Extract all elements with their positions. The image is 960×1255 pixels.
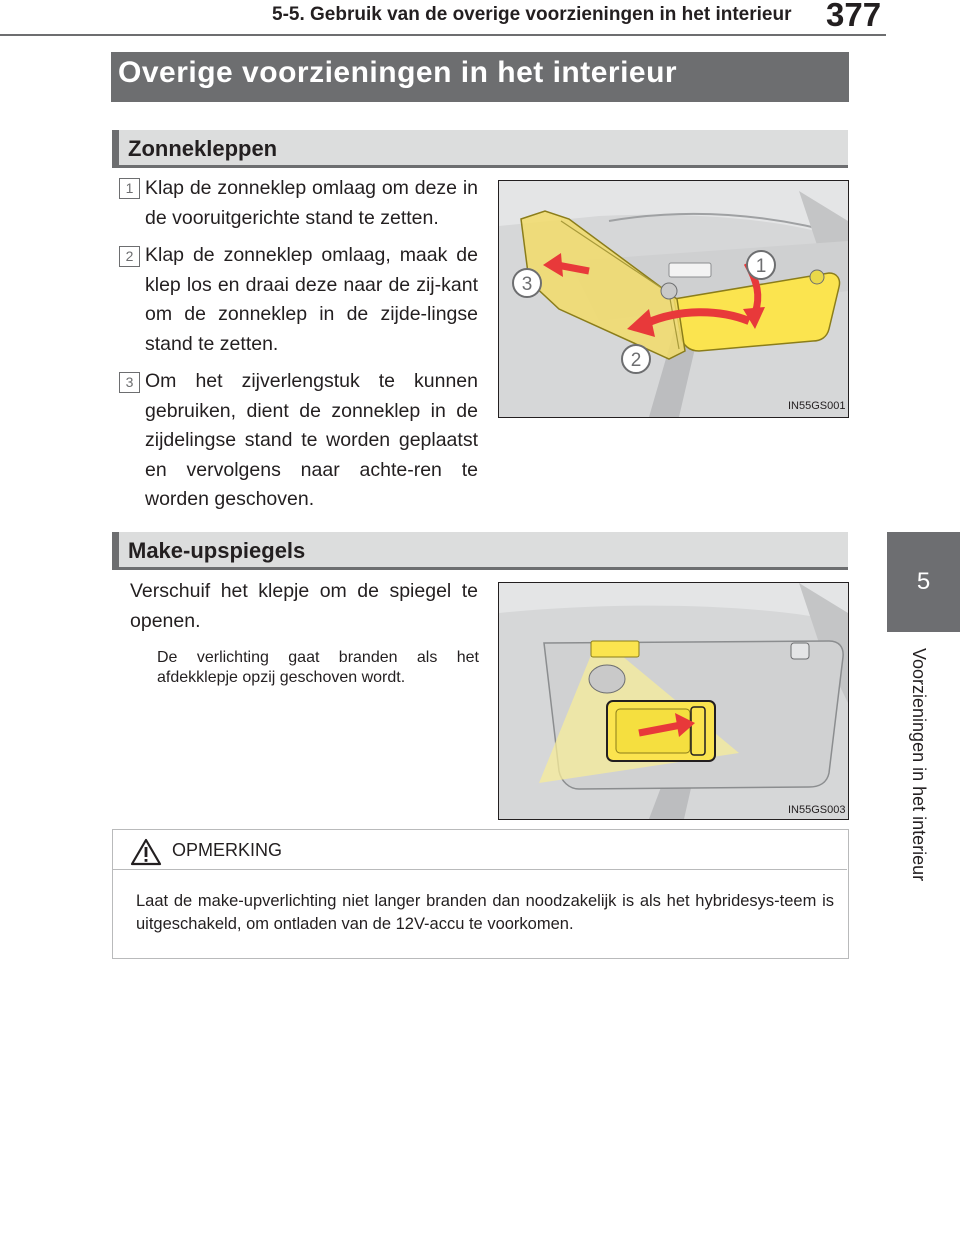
notice-label: OPMERKING: [172, 840, 283, 860]
subsection-title-sun-visors: Zonnekleppen: [128, 136, 278, 161]
subsection-accent: [112, 532, 119, 570]
figure-code-2: IN55GS003: [788, 804, 846, 816]
page-number: 377: [826, 0, 882, 33]
callout-3: 3: [521, 274, 533, 295]
figure-code-1: IN55GS001: [788, 400, 846, 412]
notice-text: Laat de make-upverlichting niet langer branden dan noodzakelijk is als het hybridesys-teem is uitgeschakeld, om ontladen van de 12V-accu te voorkomen.: [136, 892, 834, 933]
sun-visor-illustration: [499, 181, 848, 417]
vanity-note: De verlichting gaat branden als het afdekklepje opzij geschoven wordt.: [157, 649, 479, 686]
warning-triangle-icon: [130, 838, 162, 866]
step-text-3: Om het zijverlengstuk te kunnen gebruiken, dient de zonneklep in de zijdelingse stand te worden geplaatst en vervolgens naar achte-ren te worden geschoven.: [145, 370, 478, 510]
step-number-2: 2: [119, 246, 140, 267]
step-text-1: Klap de zonneklep omlaag om deze in de vooruitgerichte stand te zetten.: [145, 177, 478, 229]
callout-2: 2: [630, 350, 642, 371]
callout-1: 1: [755, 256, 767, 277]
subsection-accent: [112, 130, 119, 168]
step-number-1: 1: [119, 178, 140, 199]
step-text-2: Klap de zonneklep omlaag, maak de klep los en draai deze naar de zij-kant om de zonneklep in de zijde-lingse stand te zetten.: [145, 244, 478, 355]
vanity-instruction: Verschuif het klepje om de spiegel te openen.: [130, 580, 478, 632]
figure-vanity-mirror: [498, 582, 849, 820]
chapter-title-vertical: Voorzieningen in het interieur: [909, 648, 929, 882]
header-rule: [0, 34, 886, 36]
running-header-title: 5-5. Gebruik van de overige voorzieningen in het interieur: [272, 4, 792, 25]
step-number-3: 3: [119, 372, 140, 393]
section-title: Overige voorzieningen in het interieur: [118, 56, 678, 89]
chapter-number: 5: [916, 568, 931, 595]
vanity-mirror-illustration: [499, 583, 848, 819]
figure-sun-visor: [498, 180, 849, 418]
subsection-title-vanity-mirrors: Make-upspiegels: [128, 538, 306, 563]
